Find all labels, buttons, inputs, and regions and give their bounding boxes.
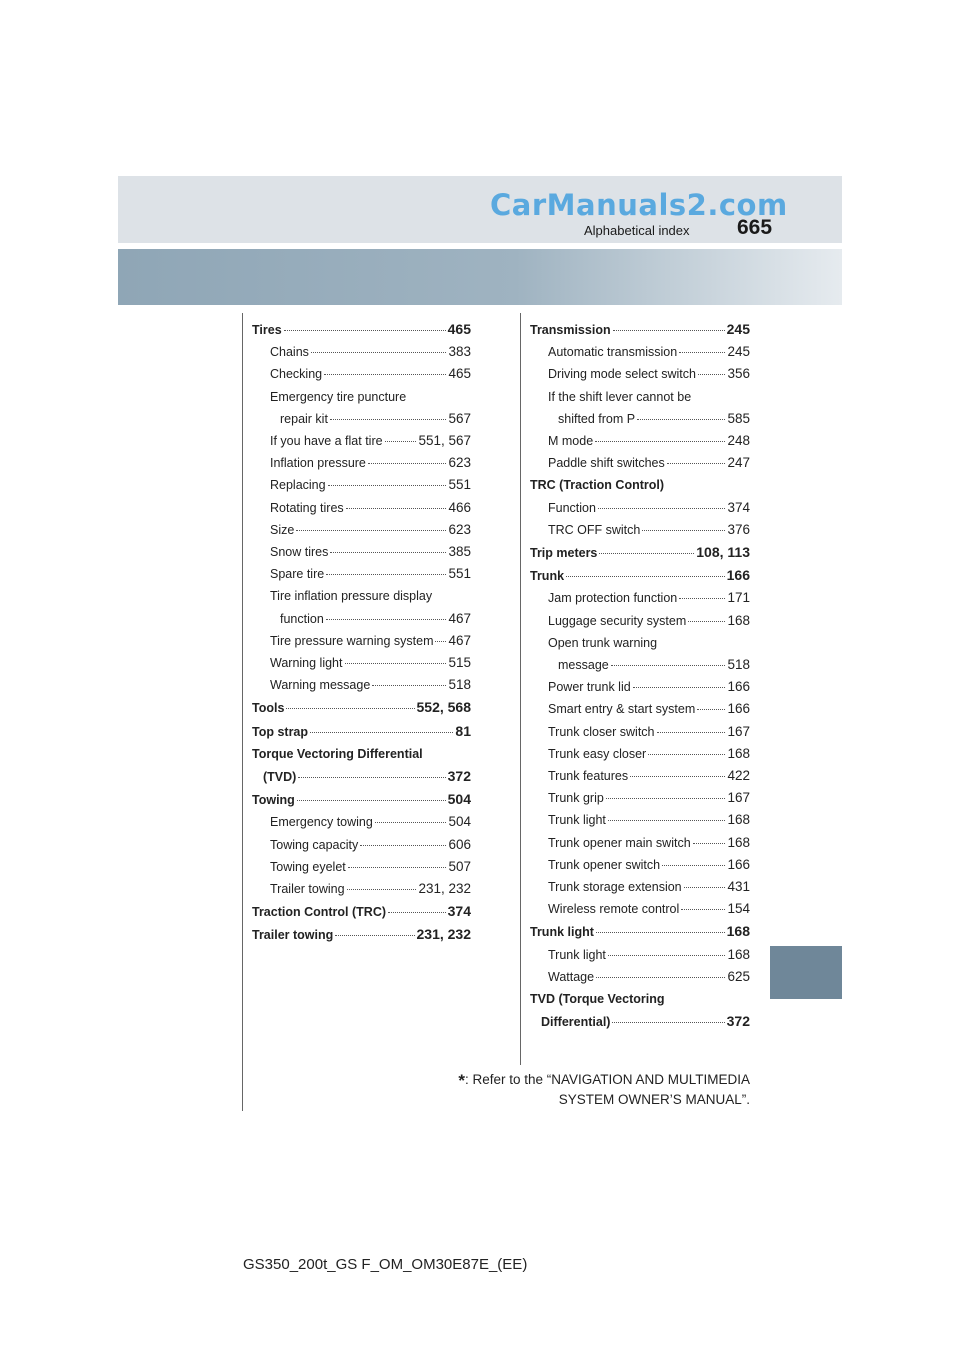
index-entry — [252, 318, 471, 341]
dot-leader — [697, 709, 725, 710]
dot-leader — [372, 685, 446, 686]
entry-page-ref: 465 — [448, 366, 471, 382]
index-subheading: Emergency tire puncture — [270, 389, 407, 404]
entry-label: Transmission — [530, 323, 611, 337]
dot-leader — [346, 508, 447, 509]
entry-page-ref: 552, 568 — [416, 699, 471, 716]
entry-label: Paddle shift switches — [548, 456, 665, 471]
dot-leader — [298, 777, 445, 778]
column-divider — [520, 313, 521, 1065]
index-subheading: Tire inflation pressure display — [270, 589, 433, 604]
entry-page-ref: 374 — [727, 499, 750, 515]
dot-leader — [633, 687, 726, 688]
entry-label: Trailer towing — [270, 882, 345, 897]
dot-leader — [684, 887, 726, 888]
index-entry — [530, 318, 750, 341]
entry-page-ref: 168 — [727, 812, 750, 828]
entry-page-ref: 374 — [447, 903, 471, 920]
entry-label: Inflation pressure — [270, 456, 366, 471]
entry-label: M mode — [548, 434, 594, 449]
dot-leader — [345, 663, 447, 664]
left-divider — [242, 313, 243, 1111]
document-code: GS350_200t_GS F_OM_OM30E87E_(EE) — [243, 1256, 528, 1273]
dot-leader — [637, 419, 725, 420]
index-entry — [252, 765, 471, 788]
entry-page-ref: 231, 232 — [418, 881, 471, 897]
entry-label: Jam protection function — [548, 591, 678, 606]
index-entry — [530, 1010, 750, 1033]
entry-label: Trip meters — [530, 546, 598, 561]
dot-leader — [608, 955, 726, 956]
entry-page-ref: 551 — [448, 566, 471, 582]
entry-label: Trailer towing — [252, 928, 334, 943]
index-entry — [530, 408, 750, 430]
index-entry — [530, 876, 750, 898]
entry-page-ref: 166 — [727, 679, 750, 695]
entry-label: repair kit — [280, 411, 328, 426]
dot-leader — [599, 553, 694, 554]
dot-leader — [375, 822, 447, 823]
entry-label: Trunk light — [548, 947, 606, 962]
index-heading: TRC (Traction Control) — [530, 478, 665, 493]
entry-label: Automatic transmission — [548, 345, 678, 360]
index-entry — [530, 541, 750, 564]
dot-leader — [679, 352, 725, 353]
entry-label: Chains — [270, 345, 309, 360]
dot-leader — [596, 977, 725, 978]
dot-leader — [612, 1022, 724, 1023]
entry-label: Towing capacity — [270, 837, 359, 852]
page-number: 665 — [737, 216, 773, 239]
dot-leader — [679, 598, 725, 599]
index-column-left — [252, 318, 471, 947]
dot-leader — [324, 374, 446, 375]
index-entry — [530, 920, 750, 943]
entry-page-ref: 422 — [727, 768, 750, 784]
index-entry — [252, 452, 471, 474]
index-entry — [252, 900, 471, 923]
index-entry — [252, 923, 471, 946]
watermark-logo: CarManuals2.com — [490, 188, 788, 222]
index-entry — [530, 832, 750, 854]
entry-label: If you have a flat tire — [270, 434, 383, 449]
dot-leader — [657, 732, 726, 733]
index-entry — [530, 363, 750, 385]
index-entry — [530, 610, 750, 632]
entry-page-ref: 168 — [727, 612, 750, 628]
entry-label: Towing eyelet — [270, 859, 346, 874]
entry-page-ref: 431 — [727, 879, 750, 895]
entry-page-ref: 518 — [727, 657, 750, 673]
dot-leader — [667, 463, 726, 464]
dot-leader — [368, 463, 447, 464]
index-entry — [252, 834, 471, 856]
entry-label: Function — [548, 500, 596, 515]
entry-page-ref: 518 — [448, 677, 471, 693]
entry-label: function — [280, 611, 324, 626]
entry-page-ref: 465 — [447, 321, 471, 337]
index-entry — [252, 519, 471, 541]
dot-leader — [435, 641, 446, 642]
dot-leader — [698, 374, 726, 375]
entry-label: Tires — [252, 323, 282, 337]
entry-label: Trunk light — [548, 813, 606, 828]
index-heading: Torque Vectoring Differential — [252, 746, 423, 761]
dot-leader — [326, 619, 447, 620]
dot-leader — [595, 441, 725, 442]
entry-label: Rotating tires — [270, 500, 344, 515]
entry-page-ref: 372 — [726, 1013, 750, 1030]
entry-label: Trunk opener main switch — [548, 835, 691, 850]
entry-label: Wireless remote control — [548, 902, 680, 917]
entry-label: Trunk storage extension — [548, 880, 682, 895]
entry-page-ref: 166 — [727, 856, 750, 872]
index-entry — [252, 430, 471, 452]
entry-page-ref: 245 — [726, 321, 750, 337]
dot-leader — [326, 574, 446, 575]
index-entry — [530, 452, 750, 474]
index-heading: TVD (Torque Vectoring — [530, 992, 665, 1007]
entry-label: Warning light — [270, 656, 343, 671]
entry-page-ref: 466 — [448, 499, 471, 515]
entry-page-ref: 383 — [448, 344, 471, 360]
dot-leader — [284, 330, 446, 331]
dot-leader — [611, 665, 726, 666]
index-entry — [530, 341, 750, 363]
entry-page-ref: 154 — [727, 901, 750, 917]
index-entry — [252, 878, 471, 900]
index-entry — [530, 654, 750, 676]
entry-label: TRC OFF switch — [548, 522, 641, 537]
index-entry — [252, 856, 471, 878]
index-entry — [252, 497, 471, 519]
entry-page-ref: 166 — [726, 567, 750, 584]
dot-leader — [328, 485, 447, 486]
index-entry — [530, 765, 750, 787]
entry-label: Replacing — [270, 478, 326, 493]
entry-label: Power trunk lid — [548, 680, 631, 695]
entry-page-ref: 372 — [447, 768, 471, 785]
entry-label: Trunk opener switch — [548, 857, 661, 872]
entry-page-ref: 231, 232 — [416, 926, 471, 943]
entry-page-ref: 385 — [448, 544, 471, 560]
entry-label: Tire pressure warning system — [270, 633, 434, 648]
dot-leader — [330, 552, 446, 553]
dot-leader — [681, 909, 725, 910]
entry-label: Trunk closer switch — [548, 724, 655, 739]
dot-leader — [296, 530, 446, 531]
entry-page-ref: 167 — [727, 790, 750, 806]
dot-leader — [598, 508, 726, 509]
index-entry — [530, 721, 750, 743]
entry-label: Traction Control (TRC) — [252, 905, 387, 920]
dot-leader — [385, 441, 417, 442]
index-entry — [530, 743, 750, 765]
index-entry — [252, 563, 471, 585]
dot-leader — [360, 845, 446, 846]
index-entry — [530, 898, 750, 920]
index-entry — [252, 696, 471, 719]
dot-leader — [566, 576, 725, 577]
entry-label: Top strap — [252, 724, 309, 739]
entry-label: Towing — [252, 793, 295, 808]
entry-label: Snow tires — [270, 545, 329, 560]
entry-page-ref: 167 — [727, 723, 750, 739]
entry-page-ref: 623 — [448, 521, 471, 537]
index-entry — [252, 541, 471, 563]
entry-page-ref: 108, 113 — [696, 544, 750, 561]
entry-page-ref: 168 — [727, 745, 750, 761]
entry-page-ref: 504 — [448, 814, 471, 830]
dot-leader — [662, 865, 725, 866]
footnote-marker: * — [458, 1071, 465, 1090]
entry-page-ref: 507 — [448, 858, 471, 874]
section-band — [118, 249, 842, 305]
entry-page-ref: 356 — [727, 366, 750, 382]
index-subheading: If the shift lever cannot be — [548, 389, 692, 404]
entry-label: Trunk light — [530, 925, 594, 940]
index-entry — [530, 564, 750, 587]
dot-leader — [596, 932, 725, 933]
index-entry — [530, 854, 750, 876]
index-entry — [252, 363, 471, 385]
entry-page-ref: 467 — [448, 610, 471, 626]
entry-page-ref: 168 — [726, 923, 750, 940]
index-entry — [252, 630, 471, 652]
index-entry — [530, 809, 750, 831]
entry-label: Driving mode select switch — [548, 367, 696, 382]
index-entry — [530, 787, 750, 809]
index-entry — [252, 474, 471, 496]
index-entry — [252, 608, 471, 630]
index-entry — [530, 497, 750, 519]
dot-leader — [693, 843, 726, 844]
entry-label: Emergency towing — [270, 815, 373, 830]
entry-label: Trunk — [530, 569, 565, 584]
entry-label: Spare tire — [270, 567, 325, 582]
entry-label: Trunk easy closer — [548, 746, 647, 761]
entry-label: Trunk grip — [548, 791, 604, 806]
index-entry — [252, 788, 471, 811]
index-entry — [252, 720, 471, 743]
entry-label: Size — [270, 522, 295, 537]
entry-page-ref: 248 — [727, 433, 750, 449]
entry-page-ref: 171 — [727, 590, 750, 606]
dot-leader — [310, 732, 453, 733]
dot-leader — [630, 776, 725, 777]
entry-page-ref: 585 — [727, 410, 750, 426]
dot-leader — [311, 352, 447, 353]
entry-page-ref: 515 — [448, 655, 471, 671]
index-entry — [252, 811, 471, 833]
entry-label: Smart entry & start system — [548, 702, 696, 717]
entry-page-ref: 467 — [448, 632, 471, 648]
entry-label: shifted from P — [558, 411, 636, 426]
entry-page-ref: 168 — [727, 946, 750, 962]
entry-label: Wattage — [548, 969, 595, 984]
entry-label: Differential) — [541, 1015, 611, 1030]
index-entry — [530, 676, 750, 698]
dot-leader — [347, 889, 417, 890]
index-entry — [530, 430, 750, 452]
entry-label: message — [558, 658, 609, 673]
entry-page-ref: 168 — [727, 834, 750, 850]
dot-leader — [613, 330, 725, 331]
entry-page-ref: 625 — [727, 968, 750, 984]
dot-leader — [330, 419, 447, 420]
index-entry — [530, 966, 750, 988]
index-entry — [252, 408, 471, 430]
footnote — [458, 1070, 750, 1109]
entry-label: Luggage security system — [548, 613, 687, 628]
footnote-line-1 — [458, 1070, 750, 1090]
dot-leader — [608, 820, 726, 821]
entry-page-ref: 376 — [727, 521, 750, 537]
dot-leader — [297, 800, 446, 801]
dot-leader — [335, 935, 414, 936]
index-entry — [530, 944, 750, 966]
index-subheading: Open trunk warning — [548, 635, 658, 650]
entry-page-ref: 606 — [448, 836, 471, 852]
index-entry — [252, 652, 471, 674]
dot-leader — [648, 754, 725, 755]
footnote-text-2: SYSTEM OWNER’S MANUAL”. — [558, 1092, 750, 1107]
page-title: Alphabetical index — [584, 223, 690, 238]
dot-leader — [348, 867, 447, 868]
dot-leader — [642, 530, 725, 531]
chapter-tab — [770, 946, 842, 999]
index-entry — [252, 674, 471, 696]
entry-label: Tools — [252, 701, 285, 716]
index-entry — [252, 341, 471, 363]
dot-leader — [688, 621, 725, 622]
entry-label: Warning message — [270, 678, 371, 693]
dot-leader — [286, 708, 414, 709]
dot-leader — [388, 912, 446, 913]
entry-page-ref: 551, 567 — [418, 433, 471, 449]
entry-page-ref: 551 — [448, 477, 471, 493]
index-entry — [530, 519, 750, 541]
entry-page-ref: 245 — [727, 344, 750, 360]
index-column-right — [530, 318, 750, 1034]
entry-label: Checking — [270, 367, 323, 382]
entry-label: (TVD) — [263, 770, 297, 785]
entry-page-ref: 247 — [727, 455, 750, 471]
index-entry — [530, 698, 750, 720]
entry-label: Trunk features — [548, 769, 629, 784]
footnote-text-1: : Refer to the “NAVIGATION AND MULTIMEDIA — [464, 1072, 750, 1087]
entry-page-ref: 623 — [448, 455, 471, 471]
entry-page-ref: 81 — [455, 722, 471, 739]
entry-page-ref: 567 — [448, 410, 471, 426]
dot-leader — [606, 798, 726, 799]
index-entry — [530, 587, 750, 609]
entry-page-ref: 504 — [447, 791, 471, 808]
entry-page-ref: 166 — [727, 701, 750, 717]
